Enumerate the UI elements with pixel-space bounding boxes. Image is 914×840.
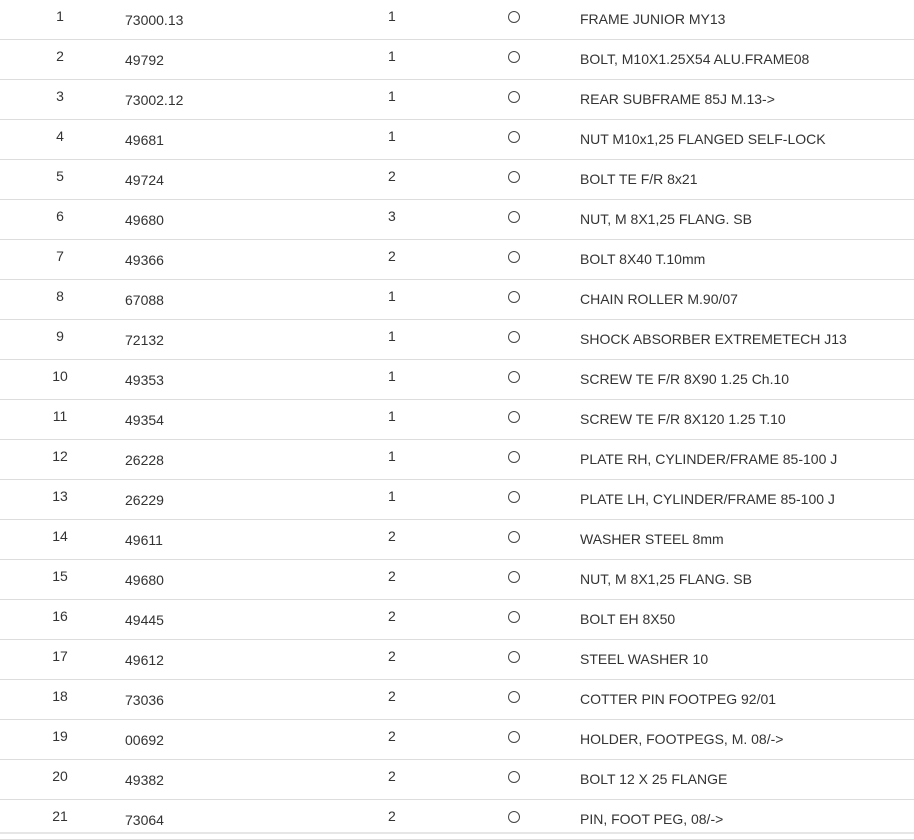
part-description: HOLDER, FOOTPEGS, M. 08/-> bbox=[580, 731, 784, 747]
position-number: 16 bbox=[52, 608, 68, 624]
part-description: SCREW TE F/R 8X90 1.25 Ch.10 bbox=[580, 371, 790, 387]
table-row bbox=[0, 40, 914, 80]
part-description: BOLT TE F/R 8x21 bbox=[580, 171, 698, 187]
select-radio[interactable] bbox=[508, 531, 520, 543]
part-code: 49366 bbox=[125, 252, 164, 268]
quantity: 1 bbox=[388, 408, 396, 424]
part-description: PLATE RH, CYLINDER/FRAME 85-100 J bbox=[580, 451, 838, 467]
quantity: 1 bbox=[388, 448, 396, 464]
select-radio[interactable] bbox=[508, 131, 520, 143]
table-row bbox=[0, 600, 914, 640]
table-row bbox=[0, 120, 914, 160]
part-code: 49612 bbox=[125, 652, 164, 668]
table-row bbox=[0, 280, 914, 320]
part-description: NUT, M 8X1,25 FLANG. SB bbox=[580, 571, 752, 587]
quantity: 1 bbox=[388, 288, 396, 304]
part-code: 49611 bbox=[125, 532, 163, 548]
position-number: 14 bbox=[52, 528, 68, 544]
quantity: 2 bbox=[388, 728, 396, 744]
select-radio[interactable] bbox=[508, 171, 520, 183]
position-number: 15 bbox=[52, 568, 68, 584]
part-code: 49445 bbox=[125, 612, 164, 628]
table-row bbox=[0, 800, 914, 840]
select-radio[interactable] bbox=[508, 91, 520, 103]
part-description: CHAIN ROLLER M.90/07 bbox=[580, 291, 738, 307]
part-description: SHOCK ABSORBER EXTREMETECH J13 bbox=[580, 331, 847, 347]
part-code: 49680 bbox=[125, 212, 164, 228]
select-radio[interactable] bbox=[508, 731, 520, 743]
quantity: 3 bbox=[388, 208, 396, 224]
quantity: 2 bbox=[388, 528, 396, 544]
table-row bbox=[0, 680, 914, 720]
position-number: 5 bbox=[56, 168, 64, 184]
table-row bbox=[0, 0, 914, 40]
quantity: 2 bbox=[388, 248, 396, 264]
position-number: 7 bbox=[56, 248, 64, 264]
position-number: 12 bbox=[52, 448, 68, 464]
part-description: BOLT 12 X 25 FLANGE bbox=[580, 771, 728, 787]
quantity: 1 bbox=[388, 8, 396, 24]
part-code: 49353 bbox=[125, 372, 164, 388]
part-code: 26228 bbox=[125, 452, 164, 468]
select-radio[interactable] bbox=[508, 211, 520, 223]
position-number: 19 bbox=[52, 728, 68, 744]
part-description: WASHER STEEL 8mm bbox=[580, 531, 724, 547]
select-radio[interactable] bbox=[508, 811, 520, 823]
position-number: 20 bbox=[52, 768, 68, 784]
table-row bbox=[0, 640, 914, 680]
table-row bbox=[0, 520, 914, 560]
part-code: 49724 bbox=[125, 172, 164, 188]
table-row bbox=[0, 320, 914, 360]
position-number: 6 bbox=[56, 208, 64, 224]
part-description: SCREW TE F/R 8X120 1.25 T.10 bbox=[580, 411, 786, 427]
position-number: 3 bbox=[56, 88, 64, 104]
select-radio[interactable] bbox=[508, 331, 520, 343]
part-code: 73002.12 bbox=[125, 92, 184, 108]
position-number: 9 bbox=[56, 328, 64, 344]
position-number: 1 bbox=[56, 8, 64, 24]
part-code: 49681 bbox=[125, 132, 164, 148]
quantity: 1 bbox=[388, 88, 396, 104]
select-radio[interactable] bbox=[508, 691, 520, 703]
table-row bbox=[0, 760, 914, 800]
select-radio[interactable] bbox=[508, 771, 520, 783]
part-description: BOLT 8X40 T.10mm bbox=[580, 251, 706, 267]
quantity: 2 bbox=[388, 688, 396, 704]
part-code: 72132 bbox=[125, 332, 164, 348]
position-number: 17 bbox=[52, 648, 68, 664]
quantity: 2 bbox=[388, 608, 396, 624]
quantity: 2 bbox=[388, 768, 396, 784]
part-description: BOLT EH 8X50 bbox=[580, 611, 676, 627]
position-number: 18 bbox=[52, 688, 68, 704]
position-number: 13 bbox=[52, 488, 68, 504]
part-code: 73000.13 bbox=[125, 12, 184, 28]
select-radio[interactable] bbox=[508, 371, 520, 383]
part-code: 49680 bbox=[125, 572, 164, 588]
select-radio[interactable] bbox=[508, 251, 520, 263]
position-number: 11 bbox=[52, 408, 68, 424]
position-number: 21 bbox=[52, 808, 68, 824]
part-code: 73064 bbox=[125, 812, 164, 828]
table-row bbox=[0, 200, 914, 240]
part-description: STEEL WASHER 10 bbox=[580, 651, 709, 667]
table-row bbox=[0, 240, 914, 280]
quantity: 1 bbox=[388, 488, 396, 504]
position-number: 10 bbox=[52, 368, 68, 384]
part-code: 67088 bbox=[125, 292, 164, 308]
part-description: FRAME JUNIOR MY13 bbox=[580, 11, 726, 27]
quantity: 2 bbox=[388, 648, 396, 664]
select-radio[interactable] bbox=[508, 491, 520, 503]
quantity: 1 bbox=[388, 368, 396, 384]
select-radio[interactable] bbox=[508, 571, 520, 583]
part-code: 26229 bbox=[125, 492, 164, 508]
part-code: 49382 bbox=[125, 772, 164, 788]
select-radio[interactable] bbox=[508, 51, 520, 63]
table-row bbox=[0, 720, 914, 760]
part-description: PIN, FOOT PEG, 08/-> bbox=[580, 811, 724, 827]
part-description: COTTER PIN FOOTPEG 92/01 bbox=[580, 691, 777, 707]
position-number: 4 bbox=[56, 128, 64, 144]
part-description: REAR SUBFRAME 85J M.13-> bbox=[580, 91, 775, 107]
table-row bbox=[0, 400, 914, 440]
table-row bbox=[0, 360, 914, 400]
table-row bbox=[0, 160, 914, 200]
table-row bbox=[0, 80, 914, 120]
part-code: 00692 bbox=[125, 732, 164, 748]
part-code: 49354 bbox=[125, 412, 164, 428]
select-radio[interactable] bbox=[508, 11, 520, 23]
select-radio[interactable] bbox=[508, 611, 520, 623]
part-description: PLATE LH, CYLINDER/FRAME 85-100 J bbox=[580, 491, 835, 507]
part-description: NUT M10x1,25 FLANGED SELF-LOCK bbox=[580, 131, 826, 147]
quantity: 2 bbox=[388, 808, 396, 824]
part-description: NUT, M 8X1,25 FLANG. SB bbox=[580, 211, 752, 227]
select-radio[interactable] bbox=[508, 291, 520, 303]
quantity: 1 bbox=[388, 128, 396, 144]
part-description: BOLT, M10X1.25X54 ALU.FRAME08 bbox=[580, 51, 810, 67]
quantity: 1 bbox=[388, 328, 396, 344]
position-number: 2 bbox=[56, 48, 64, 64]
table-row bbox=[0, 560, 914, 600]
select-radio[interactable] bbox=[508, 451, 520, 463]
table-row bbox=[0, 440, 914, 480]
select-radio[interactable] bbox=[508, 411, 520, 423]
part-code: 73036 bbox=[125, 692, 164, 708]
quantity: 2 bbox=[388, 168, 396, 184]
part-code: 49792 bbox=[125, 52, 164, 68]
quantity: 2 bbox=[388, 568, 396, 584]
select-radio[interactable] bbox=[508, 651, 520, 663]
position-number: 8 bbox=[56, 288, 64, 304]
quantity: 1 bbox=[388, 48, 396, 64]
table-row bbox=[0, 480, 914, 520]
